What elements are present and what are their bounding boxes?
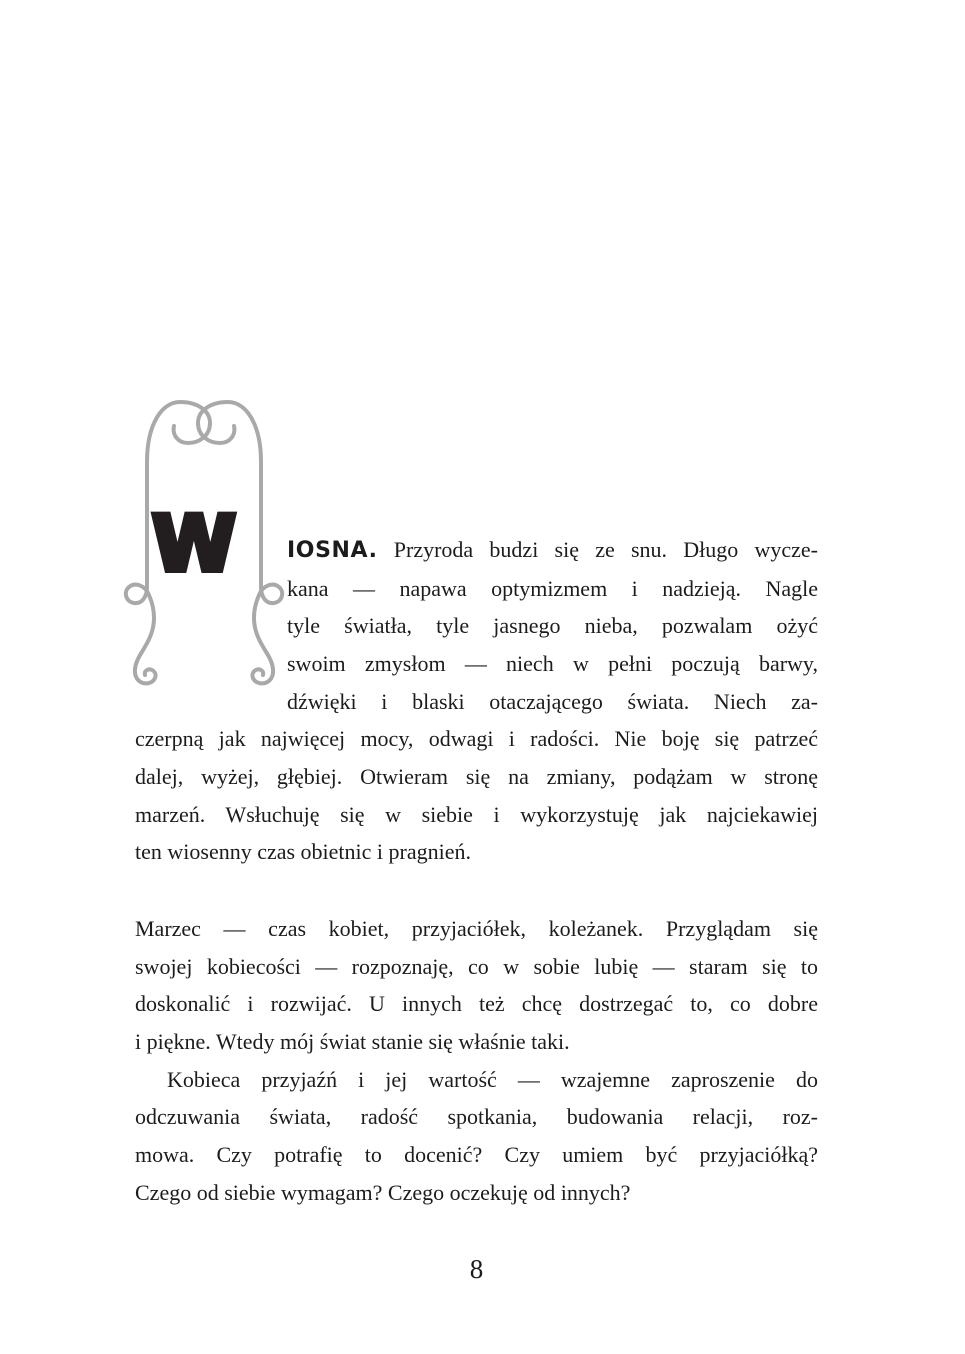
text-line: dźwięki i blaski otaczającego świata. Niech za- [287, 688, 818, 714]
text-line: swojej kobiecości — rozpoznaję, co w sobie lubię — staram się to [135, 953, 818, 979]
text-line: swoim zmysłom — niech w pełni poczują barwy, [287, 650, 818, 676]
page-number: 8 [469, 1254, 484, 1284]
text-line: Kobieca przyjaźń i jej wartość — wzajemne zaproszenie do [167, 1066, 818, 1092]
text-line: i piękne. Wtedy mój świat stanie się właśnie taki. [135, 1028, 570, 1054]
paragraph-kobieca-przyjazn [135, 1061, 818, 1212]
text-line: IOSNA. Przyroda budzi się ze snu. Długo wycze- [287, 537, 818, 563]
paragraph-marzec [135, 910, 818, 1061]
text-line: czerpną jak najwięcej mocy, odwagi i radości. Nie boję się patrzeć [135, 726, 818, 752]
text-block [135, 531, 818, 1211]
text-line: ten wiosenny czas obietnic i pragnień. [135, 839, 472, 865]
text-line: marzeń. Wsłuchuję się w siebie i wykorzystuję jak najciekawiej [135, 801, 818, 827]
ornament-text-wrap-spacer [135, 531, 287, 720]
text-line: doskonalić i rozwijać. U innych też chcę dostrzegać to, co dobre [135, 991, 818, 1017]
text-line: mowa. Czy potrafię to docenić? Czy umiem być przyjaciółką? [135, 1141, 818, 1167]
text-line: dalej, wyżej, głębiej. Otwieram się na zmiany, podążam w stronę [135, 763, 818, 789]
text-line: Marzec — czas kobiet, przyjaciółek, koleżanek. Przyglądam się [135, 915, 818, 941]
text-line: odczuwania świata, radość spotkania, budowania relacji, roz- [135, 1104, 818, 1130]
lead-word: IOSNA. [287, 538, 378, 563]
text-line: tyle światła, tyle jasnego nieba, pozwalam ożyć [287, 613, 818, 639]
paragraph-opening [135, 531, 818, 871]
text-line: Czego od siebie wymagam? Czego oczekuję od innych? [135, 1179, 631, 1205]
drop-cap-letter: W [152, 499, 236, 588]
text-line: kana — napawa optymizmem i nadzieją. Nagle [287, 575, 818, 601]
